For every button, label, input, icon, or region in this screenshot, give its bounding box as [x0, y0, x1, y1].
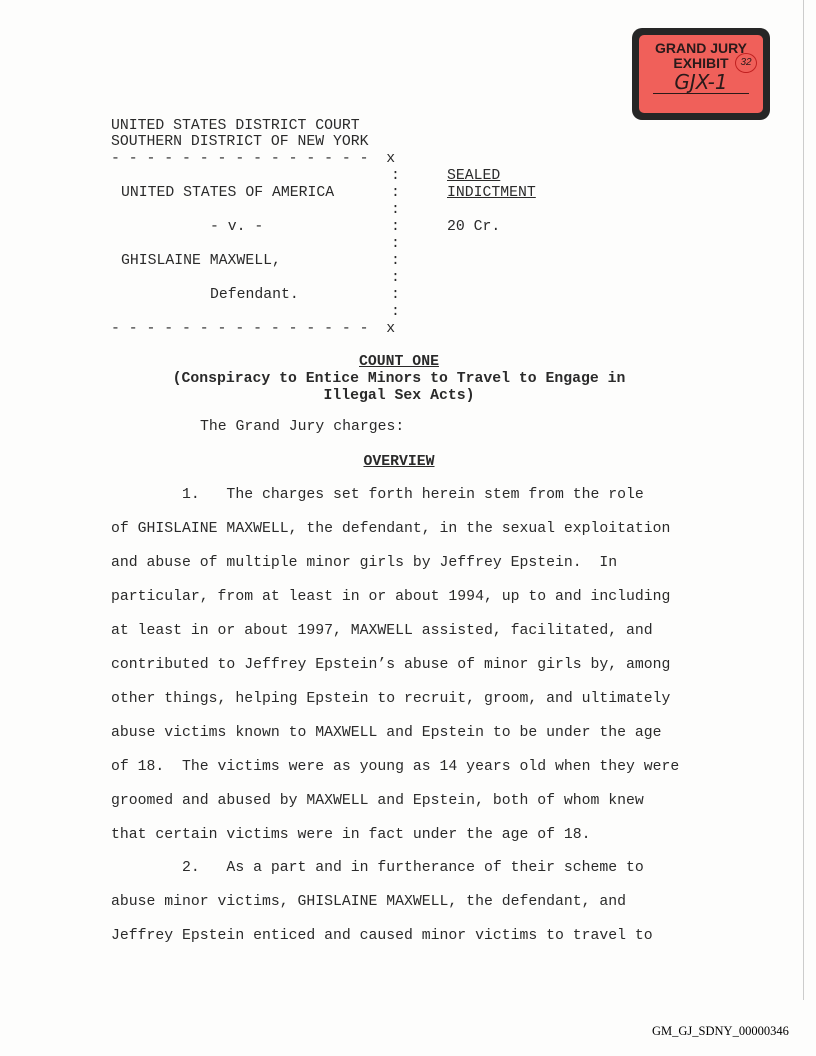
body-line: at least in or about 1997, MAXWELL assisted, facilitated, and [111, 623, 653, 639]
stamp-circled-number: 32 [735, 53, 757, 73]
grand-jury-exhibit-stamp [632, 28, 770, 120]
body-line: abuse minor victims, GHISLAINE MAXWELL, the defendant, and [111, 894, 627, 910]
body-line: contributed to Jeffrey Epstein’s abuse of minor girls by, among [111, 657, 671, 673]
stamp-line1: GRAND JURY [654, 40, 748, 56]
body-line: 1. The charges set forth herein stem from the role [111, 487, 644, 503]
doc-type-line2: INDICTMENT [447, 185, 536, 201]
body-line: that certain victims were in fact under the age of 18. [111, 827, 591, 843]
body-line: abuse victims known to MAXWELL and Epstein to be under the age [111, 725, 662, 741]
body-line: of GHISLAINE MAXWELL, the defendant, in the sexual exploitation [111, 521, 671, 537]
caption-dash-top: - - - - - - - - - - - - - - - x [111, 151, 396, 167]
count-subtitle-line1: (Conspiracy to Entice Minors to Travel to Engage in [172, 371, 626, 387]
body-line: groomed and abused by MAXWELL and Epstein, both of whom knew [111, 793, 644, 809]
count-heading: COUNT ONE [359, 354, 439, 370]
court-line1: UNITED STATES DISTRICT COURT [111, 118, 360, 134]
court-line2: SOUTHERN DISTRICT OF NEW YORK [111, 134, 369, 150]
body-line: particular, from at least in or about 1994, up to and including [111, 589, 671, 605]
body-line: 2. As a part and in furtherance of their scheme to [111, 860, 644, 876]
bates-number: GM_GJ_SDNY_00000346 [652, 1024, 789, 1038]
case-number: 20 Cr. [447, 219, 501, 235]
charges-intro: The Grand Jury charges: [200, 419, 405, 435]
body-line: and abuse of multiple minor girls by Jeffrey Epstein. In [111, 555, 618, 571]
section-heading: OVERVIEW [363, 454, 435, 470]
body-line: other things, helping Epstein to recruit, groom, and ultimately [111, 691, 671, 707]
defendant-name: GHISLAINE MAXWELL, [121, 253, 281, 269]
versus: - v. - [210, 219, 264, 235]
body-line: Jeffrey Epstein enticed and caused minor victims to travel to [111, 928, 653, 944]
doc-type-line1: SEALED [447, 168, 501, 184]
page-edge [803, 0, 804, 1000]
stamp-handwritten: GJX-1 [653, 71, 749, 94]
count-subtitle-line2: Illegal Sex Acts) [323, 388, 475, 404]
stamp-line2: EXHIBIT [673, 55, 729, 71]
caption-dash-bottom: - - - - - - - - - - - - - - - x [111, 321, 396, 337]
plaintiff: UNITED STATES OF AMERICA [121, 185, 335, 201]
body-line: of 18. The victims were as young as 14 years old when they were [111, 759, 680, 775]
defendant-label: Defendant. [210, 287, 299, 303]
